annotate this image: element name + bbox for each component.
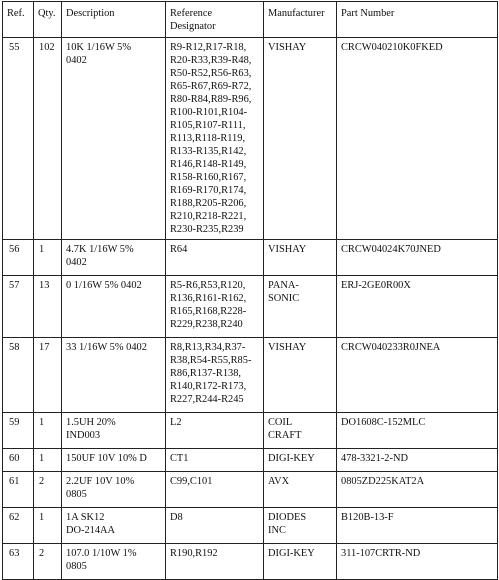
manufacturer-line: SONIC [268,293,300,304]
cell-qty: 1 [34,413,62,449]
description-line: 2.2UF 10V 10% [66,476,135,487]
cell-description [62,38,166,240]
designator-line: C99,C101 [170,476,213,487]
table-row [3,508,498,544]
designator-line: R158-R160,R167, [170,172,247,183]
cell-description [62,413,166,449]
cell-ref: 57 [3,276,34,338]
designator-line: R190,R192 [170,548,218,559]
cell-qty: 1 [34,508,62,544]
designator-line: R80-R84,R89-R96, [170,94,252,105]
designator-line: R169-R170,R174, [170,185,247,196]
description-line: 10K 1/16W 5% [66,42,132,53]
designator-line: R165,R168,R228- [170,306,247,317]
cell-manufacturer [264,38,337,240]
cell-reference-designator [166,544,264,580]
cell-reference-designator [166,240,264,276]
manufacturer-line: CRAFT [268,430,302,441]
cell-reference-designator [166,276,264,338]
description-line: 150UF 10V 10% D [66,453,147,464]
cell-reference-designator [166,338,264,413]
cell-ref: 59 [3,413,34,449]
cell-manufacturer [264,449,337,472]
cell-manufacturer [264,276,337,338]
cell-ref: 58 [3,338,34,413]
cell-qty: 102 [34,38,62,240]
manufacturer-line: DIODES [268,512,307,523]
designator-line: L2 [170,417,182,428]
designator-line: R64 [170,244,188,255]
table-row [3,38,498,240]
cell-manufacturer [264,413,337,449]
manufacturer-line: DIGI-KEY [268,453,315,464]
description-line: 0805 [66,561,87,572]
table-row [3,338,498,413]
table-row [3,449,498,472]
manufacturer-line: DIGI-KEY [268,548,315,559]
manufacturer-line: VISHAY [268,342,307,353]
cell-reference-designator [166,38,264,240]
cell-manufacturer [264,338,337,413]
cell-reference-designator [166,449,264,472]
designator-line: R146,R148-R149, [170,159,247,170]
designator-line: R227,R244-R245 [170,394,244,405]
cell-ref: 61 [3,472,34,508]
cell-description [62,544,166,580]
designator-line: R38,R54-R55,R85- [170,355,252,366]
cell-manufacturer [264,544,337,580]
cell-qty: 2 [34,472,62,508]
cell-manufacturer [264,508,337,544]
description-line: 0402 [66,55,87,66]
designator-line: R136,R161-R162, [170,293,247,304]
description-line: 0402 [66,257,87,268]
designator-line: R100-R101,R104- [170,107,248,118]
description-line: 0 1/16W 5% 0402 [66,280,142,291]
header-ref: Ref. [3,2,34,38]
cell-part-number: CRCW040233R0JNEA [337,338,498,413]
header-qty: Qty. [34,2,62,38]
designator-line: R65-R67,R69-R72, [170,81,252,92]
designator-line: D8 [170,512,183,523]
description-line: 0805 [66,489,87,500]
cell-ref: 63 [3,544,34,580]
header-manufacturer: Manufacturer [264,2,337,38]
cell-reference-designator [166,472,264,508]
header-row [3,2,498,38]
designator-line: R210,R218-R221, [170,211,247,222]
description-line: IND003 [66,430,101,441]
cell-description [62,508,166,544]
designator-line: R230-R235,R239 [170,224,244,235]
designator-line: R229,R238,R240 [170,319,243,330]
header-reference-designator [166,2,264,38]
designator-line: R20-R33,R39-R48, [170,55,252,66]
cell-qty: 2 [34,544,62,580]
description-line: 107.0 1/10W 1% [66,548,137,559]
designator-line: R105,R107-R111, [170,120,246,131]
cell-part-number: 311-107CRTR-ND [337,544,498,580]
cell-qty: 13 [34,276,62,338]
table-row [3,544,498,580]
designator-line: R9-R12,R17-R18, [170,42,247,53]
cell-ref: 55 [3,38,34,240]
cell-part-number: ERJ-2GE0R00X [337,276,498,338]
description-line: 1.5UH 20% [66,417,116,428]
cell-qty: 17 [34,338,62,413]
designator-line: R133-R135,R142, [170,146,247,157]
header-description: Description [62,2,166,38]
table-row [3,472,498,508]
description-line: DO-214AA [66,525,116,536]
designator-line: CT1 [170,453,189,464]
designator-line: R86,R137-R138, [170,368,242,379]
table-row [3,276,498,338]
cell-description [62,276,166,338]
manufacturer-line: COIL [268,417,293,428]
cell-qty: 1 [34,240,62,276]
cell-ref: 62 [3,508,34,544]
cell-ref: 60 [3,449,34,472]
manufacturer-line: PANA- [268,280,299,291]
cell-reference-designator [166,413,264,449]
cell-part-number: 0805ZD225KAT2A [337,472,498,508]
cell-description [62,449,166,472]
header-part-number: Part Number [337,2,498,38]
cell-description [62,240,166,276]
designator-line: R113,R118-R119, [170,133,246,144]
header-designator-line: Designator [170,21,216,32]
description-line: 1A SK12 [66,512,105,523]
cell-part-number: 478-3321-2-ND [337,449,498,472]
description-line: 4.7K 1/16W 5% [66,244,134,255]
cell-manufacturer [264,240,337,276]
manufacturer-line: VISHAY [268,244,307,255]
cell-reference-designator [166,508,264,544]
cell-part-number: CRCW04024K70JNED [337,240,498,276]
cell-manufacturer [264,472,337,508]
designator-line: R5-R6,R53,R120, [170,280,246,291]
cell-qty: 1 [34,449,62,472]
designator-line: R188,R205-R206, [170,198,247,209]
table-row [3,240,498,276]
designator-line: R8,R13,R34,R37- [170,342,246,353]
cell-ref: 56 [3,240,34,276]
description-line: 33 1/16W 5% 0402 [66,342,147,353]
manufacturer-line: VISHAY [268,42,307,53]
manufacturer-line: INC [268,525,286,536]
cell-description [62,338,166,413]
manufacturer-line: AVX [268,476,290,487]
table-row [3,413,498,449]
cell-part-number: CRCW040210K0FKED [337,38,498,240]
cell-description [62,472,166,508]
table-body [3,38,498,580]
cell-part-number: DO1608C-152MLC [337,413,498,449]
bill-of-materials-table [2,1,498,580]
designator-line: R140,R172-R173, [170,381,247,392]
cell-part-number: B120B-13-F [337,508,498,544]
designator-line: R50-R52,R56-R63, [170,68,252,79]
header-designator-line: Reference [170,8,213,19]
